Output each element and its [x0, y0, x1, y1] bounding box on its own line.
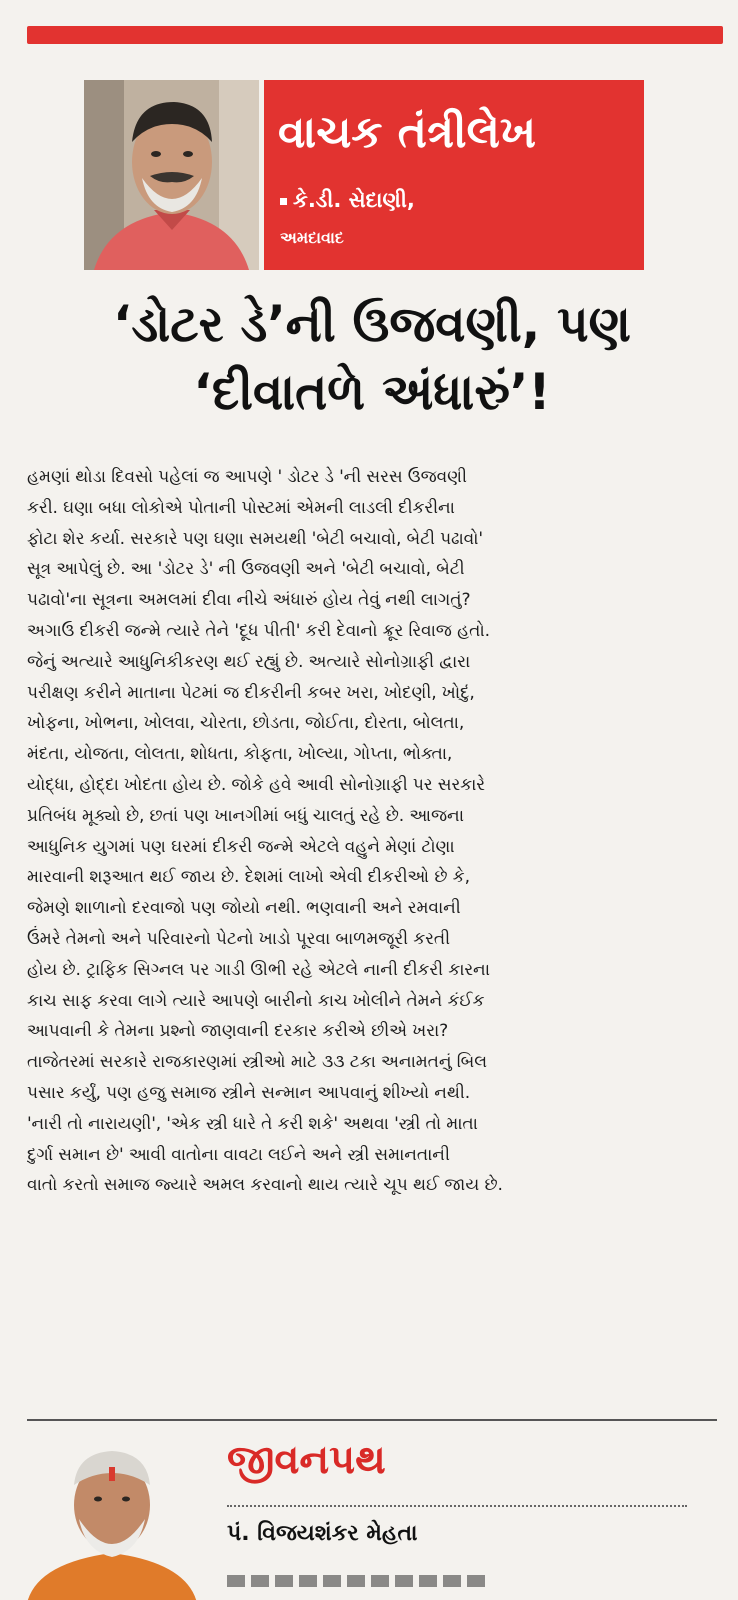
- article-line: અગાઉ દીકરી જન્મે ત્યારે તેને 'દૂધ પીતી' કરી દેવાનો ક્રૂર રિવાજ હતો.: [27, 620, 490, 641]
- article-line: પસાર કર્યું, પણ હજુ સમાજ સ્ત્રીને સન્માન આપવાનું શીખ્યો નથી.: [27, 1082, 470, 1103]
- article-line: મંદતા, યોજતા, લોલતા, શોધતા, કોફતા, ખોલ્યા, ગોપ્તા, ભોક્તા,: [27, 744, 453, 765]
- article-line: ફોટા શેર કર્યા. સરકારે પણ ઘણા સમયથી 'બેટી બચાવો, બેટી પઢાવો': [27, 528, 483, 549]
- bullet-icon: [280, 198, 287, 205]
- article-line: યોદ્ધા, હોદ્દા ખોદતા હોય છે. જોકે હવે આવી સોનોગ્રાફી પર સરકારે: [27, 774, 485, 795]
- columnist-photo: [27, 1433, 197, 1600]
- section-divider: [27, 1419, 717, 1421]
- article-line: આધુનિક યુગમાં પણ ઘરમાં દીકરી જન્મે એટલે વહુને મેણાં ટોણા: [27, 836, 455, 857]
- columnist-portrait-icon: [27, 1433, 197, 1600]
- top-red-rule: [27, 26, 723, 44]
- article-line: જેનું અત્યારે આધુનિકીકરણ થઈ રહ્યું છે. અત્યારે સોનોગ્રાફી દ્વારા: [27, 651, 471, 672]
- headline-line-2: ‘દીવાતળે અંધારું’!: [193, 363, 551, 421]
- column-banner: [264, 80, 644, 270]
- author-city: અમદાવાદ: [280, 228, 344, 247]
- section-title: જીવનપથ: [227, 1437, 386, 1483]
- article-line: હોય છે. ટ્રાફિક સિગ્નલ પર ગાડી ઊભી રહે એટલે નાની દીકરી કારના: [27, 959, 490, 980]
- article-line: હમણાં થોડા દિવસો પહેલાં જ આપણે ' ડોટર ડે 'ની સરસ ઉજવણી: [27, 467, 467, 487]
- article-line: જેમણે શાળાનો દરવાજો પણ જોયો નથી. ભણવાની અને રમવાની: [27, 898, 461, 919]
- article-line: તાજેતરમાં સરકારે રાજકારણમાં સ્ત્રીઓ માટે ૩૩ ટકા અનામતનું બિલ: [27, 1052, 488, 1073]
- article-line: ખોફના, ખોભના, ખોલવા, ચોરતા, છોડતા, જોઈતા, દોરતા, બોલતા,: [27, 713, 465, 734]
- banner-title: વાચક તંત્રીલેખ: [278, 107, 537, 158]
- article-line: વાતો કરતો સમાજ જ્યારે અમલ કરવાનો થાય ત્યારે ચૂપ થઈ જાય છે.: [27, 1175, 503, 1196]
- headline: [27, 290, 717, 426]
- article-line: પઢાવો'ના સૂત્રના અમલમાં દીવા નીચે અંધારું હોય તેવું નથી લાગતું?: [27, 590, 471, 611]
- columnist-name: પં. વિજયશંકર મેહતા: [227, 1521, 418, 1546]
- next-column-teaser: [27, 1425, 717, 1600]
- author-portrait-icon: [84, 80, 259, 270]
- banner-author: [280, 188, 415, 213]
- dotted-rule: [227, 1505, 687, 1507]
- article-line: પ્રતિબંધ મૂક્યો છે, છતાં પણ ખાનગીમાં બધું ચાલતું રહે છે. આજના: [27, 805, 464, 826]
- article-line: સૂત્ર આપેલું છે. આ 'ડોટર ડે' ની ઉજવણી અને 'બેટી બચાવો, બેટી: [27, 559, 465, 580]
- author-name: કે.ડી. સેદાણી,: [293, 188, 415, 212]
- article-line: મારવાની શરૂઆત થઈ જાય છે. દેશમાં લાખો એવી દીકરીઓ છે કે,: [27, 867, 470, 888]
- article-body: [27, 462, 717, 1201]
- article-line: કરી. ઘણા બધા લોકોએ પોતાની પોસ્ટમાં એમની લાડલી દીકરીના: [27, 497, 455, 518]
- author-photo: [84, 80, 259, 270]
- headline-line-1: ‘ડોટર ડે’ની ઉજવણી, પણ: [113, 295, 631, 353]
- article-line: ઉંમરે તેમનો અને પરિવારનો પેટનો ખાડો પૂરવા બાળમજૂરી કરતી: [27, 928, 450, 949]
- article-line: પરીક્ષણ કરીને માતાના પેટમાં જ દીકરીની કબર ખરા, ખોદણી, ખોદું,: [27, 682, 475, 703]
- cropped-text-line: [227, 1575, 487, 1587]
- article-line: આપવાની કે તેમના પ્રશ્નો જાણવાની દરકાર કરીએ છીએ ખરા?: [27, 1021, 449, 1042]
- article-line: દુર્ગા સમાન છે' આવી વાતોના વાવટા લઈને અને સ્ત્રી સમાનતાની: [27, 1144, 450, 1165]
- article-line: 'નારી તો નારાયણી', 'એક સ્ત્રી ધારે તે કરી શકે' અથવા 'સ્ત્રી તો માતા: [27, 1113, 478, 1134]
- article-line: કાચ સાફ કરવા લાગે ત્યારે આપણે બારીનો કાચ ખોલીને તેમને કંઈક: [27, 990, 485, 1011]
- column-header: [84, 80, 664, 270]
